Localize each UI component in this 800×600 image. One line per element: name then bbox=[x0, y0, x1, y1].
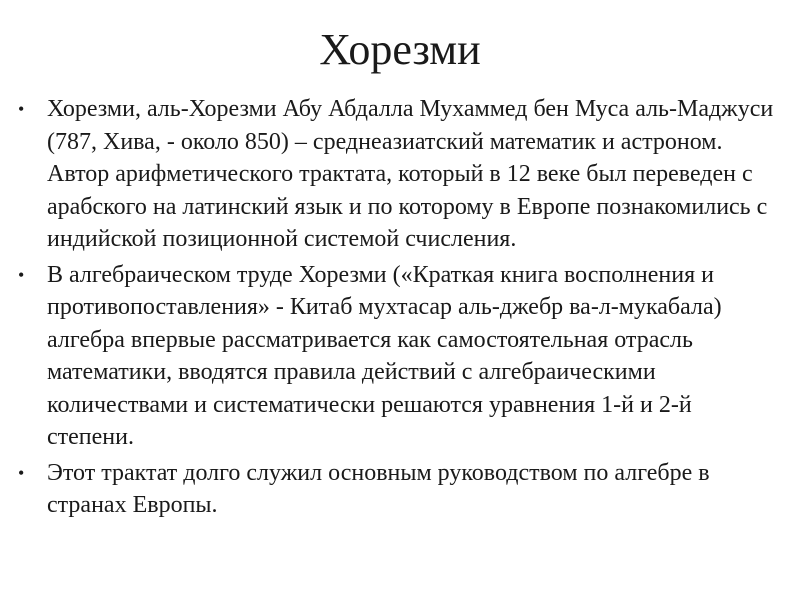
bullet-item-2 bbox=[18, 259, 783, 454]
bullet-text-1: Хорезми, аль-Хорезми Абу Абдалла Мухаммед бен Муса аль-Маджуси (787, Хива, - около 850) – среднеазиатский математик и астроном. Автор арифметического трактата, который в 12 веке был переведен с арабского на латинский язык и по которому в Европе познакомились с индийской позиционной системой счисления. bbox=[47, 96, 774, 252]
bullet-text-3: Этот трактат долго служил основным руководством по алгебре в странах Европы. bbox=[47, 459, 710, 518]
slide-content bbox=[18, 93, 783, 525]
bullet-text-2: В алгебраическом труде Хорезми («Краткая книга восполнения и противопоставления» - Китаб мухтасар аль-джебр ва-л-мукабала) алгебра впервые рассматривается как самостоятельная отрасль математики, вводятся правила действий с алгебраическими количествами и систематически решаются уравнения 1-й и 2-й степени. bbox=[47, 261, 722, 450]
bullet-list bbox=[18, 93, 783, 522]
bullet-item-3 bbox=[18, 457, 783, 522]
slide-title: Хорезми bbox=[319, 25, 481, 74]
bullet-icon: • bbox=[18, 99, 25, 119]
bullet-icon: • bbox=[18, 264, 25, 285]
bullet-icon: • bbox=[18, 462, 25, 483]
bullet-item-1 bbox=[18, 93, 783, 256]
